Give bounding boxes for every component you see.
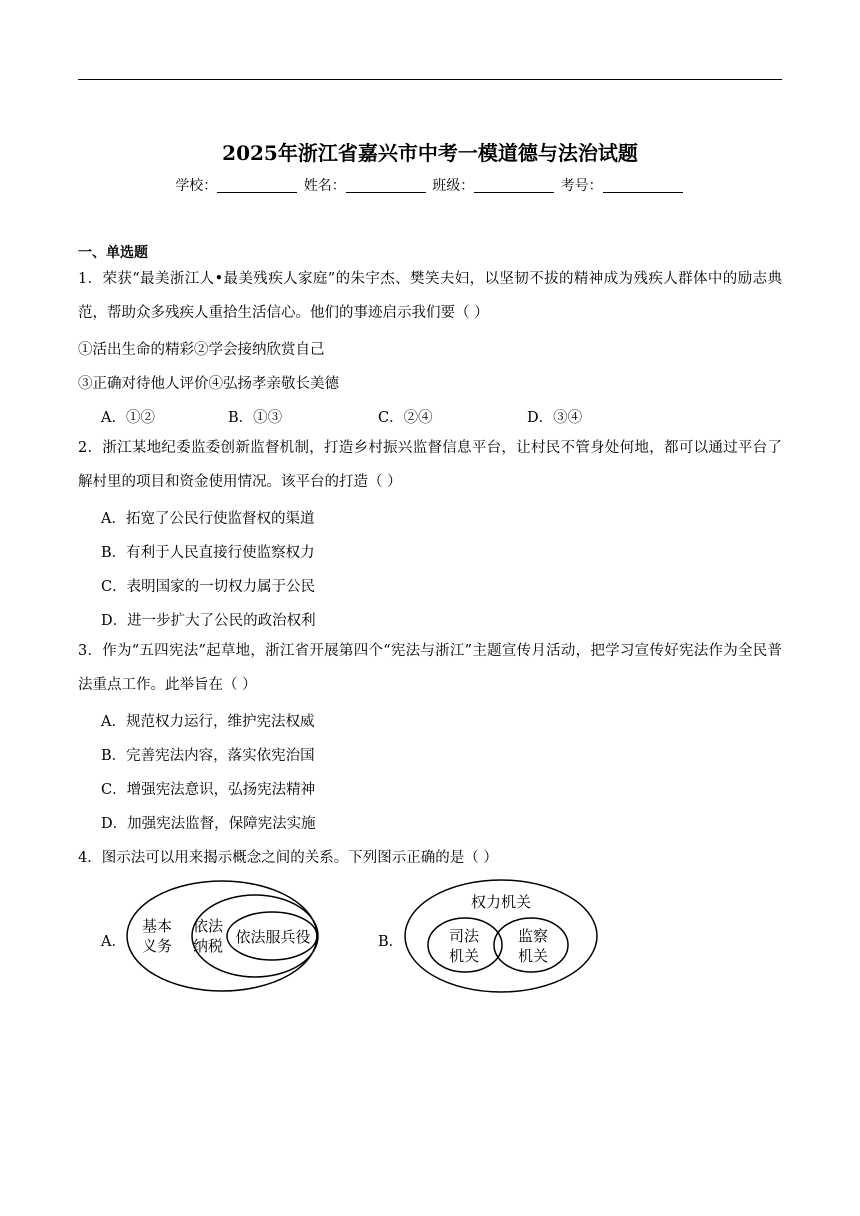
question-1-stem: 1．荣获“最美浙江人•最美残疾人家庭”的朱宇杰、樊笑夫妇，以坚韧不拔的精神成为残疾人群体中的励志典范，帮助众多残疾人重拾生活信心。他们的事迹启示我们要（ ） [78,271,782,321]
diagram-b [402,877,602,995]
diagram-a-label[interactable]: A． [101,934,126,950]
header-rule [78,79,782,80]
question-3-option-d[interactable]: D．加强宪法监督，保障宪法实施 [101,816,316,832]
left-label-line1: 司法 [448,927,480,945]
diagram-a [124,880,324,995]
page-title: 2025年浙江省嘉兴市中考一模道德与法治试题 [222,141,638,165]
question-1-option-a[interactable]: A．①② [101,410,155,426]
diagram-b-label[interactable]: B． [378,934,404,950]
question-1-statement-2: ③正确对待他人评价④弘扬孝亲敬长美德 [78,376,339,392]
student-info-line [0,175,860,195]
section-title: 一、单选题 [78,245,148,261]
question-1-option-b[interactable]: B．①③ [228,410,283,426]
question-4-stem: 4．图示法可以用来揭示概念之间的关系。下列图示正确的是（ ） [78,850,498,866]
question-3-option-c[interactable]: C．增强宪法意识，弘扬宪法精神 [101,782,316,798]
exam-number-blank [603,178,683,193]
school-blank [217,178,297,193]
class-label: 班级： [432,178,475,194]
question-1-statement-1: ①活出生命的精彩②学会接纳欣赏自己 [78,342,325,358]
question-2-option-a[interactable]: A．拓宽了公民行使监督权的渠道 [101,511,315,527]
question-2-option-c[interactable]: C．表明国家的一切权力属于公民 [101,579,316,595]
name-blank [346,178,426,193]
inner-label: 依法服兵役 [235,928,311,946]
class-blank [474,178,554,193]
question-1-option-c[interactable]: C．②④ [378,410,433,426]
question-3-stem: 3．作为“五四宪法”起草地，浙江省开展第四个“宪法与浙江”主题宣传月活动，把学习宣传好宪法作为全民普法重点工作。此举旨在（ ） [78,643,782,693]
name-label: 姓名： [303,178,346,194]
question-3-option-a[interactable]: A．规范权力运行，维护宪法权威 [101,714,315,730]
question-2-option-b[interactable]: B．有利于人民直接行使监察权力 [101,545,315,561]
middle-label-line2: 纳税 [192,937,224,955]
question-3-option-b[interactable]: B．完善宪法内容，落实依宪治国 [101,748,315,764]
outer-label: 权力机关 [470,893,532,911]
question-2-option-d[interactable]: D．进一步扩大了公民的政治权利 [101,613,316,629]
question-2-stem: 2．浙江某地纪委监委创新监督机制，打造乡村振兴监督信息平台，让村民不管身处何地，都可以通过平台了解村里的项目和资金使用情况。该平台的打造（ ） [78,440,782,490]
right-label-line1: 监察 [517,927,549,945]
middle-label-line1: 依法 [192,917,224,935]
left-label-line2: 机关 [448,947,480,965]
right-label-line2: 机关 [517,947,549,965]
outer-label-line1: 基本 [141,917,173,935]
school-label: 学校： [175,178,218,194]
question-1-option-d[interactable]: D．③④ [527,410,583,426]
exam-number-label: 考号： [560,178,603,194]
outer-label-line2: 义务 [141,937,173,955]
